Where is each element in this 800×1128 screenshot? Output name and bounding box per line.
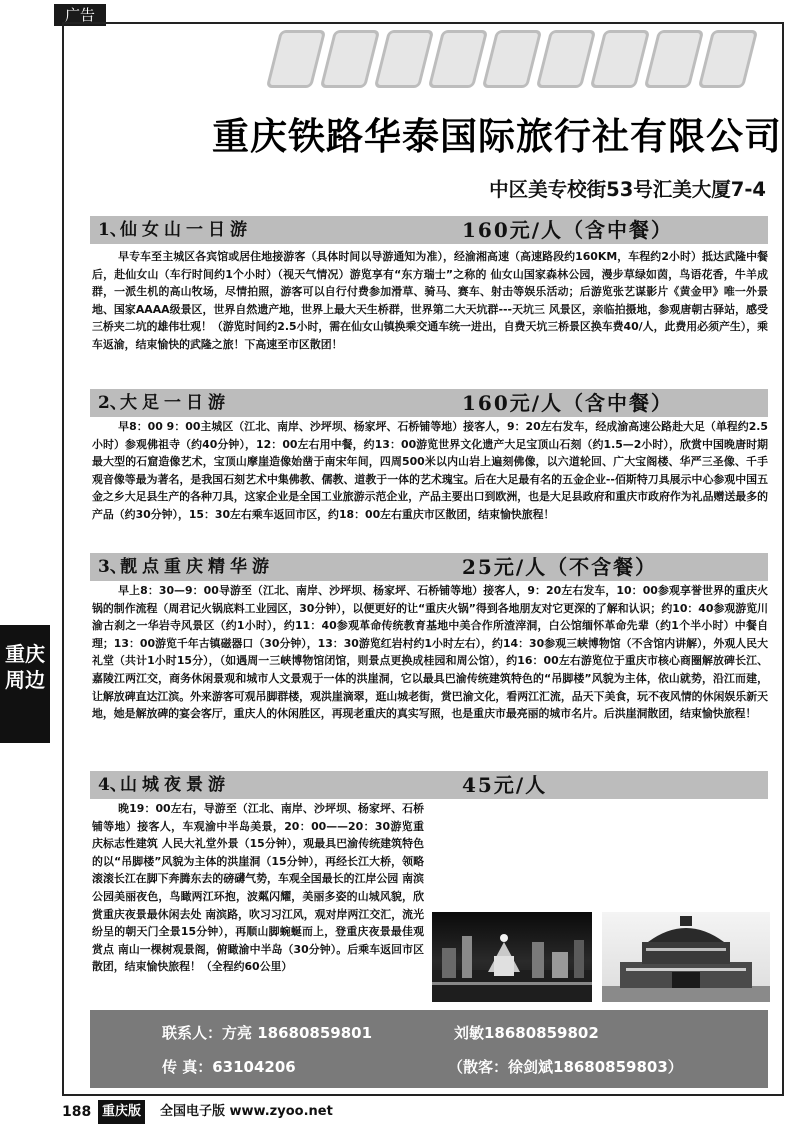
individual-contact: （散客：徐剑斌18680859803） bbox=[448, 1058, 683, 1076]
tour-name: 靓点重庆精华游 bbox=[120, 557, 274, 577]
side-tab-line-2: 周边 bbox=[5, 668, 45, 692]
contact-person-1: 联系人：方亮 18680859801 bbox=[162, 1024, 373, 1042]
page-number: 188 bbox=[62, 1104, 92, 1120]
company-name: 重庆铁路华泰国际旅行社有限公司 bbox=[212, 115, 782, 158]
contact-person-2: 刘敏18680859802 bbox=[454, 1024, 599, 1042]
region-side-tab bbox=[0, 625, 50, 743]
ad-tag: 广告 bbox=[54, 4, 106, 26]
tour-number: 2、 bbox=[98, 393, 127, 413]
great-hall-illustration bbox=[602, 912, 770, 1002]
night-city-illustration bbox=[432, 912, 592, 1002]
tour-price: 160元/人（含中餐） bbox=[462, 218, 674, 242]
tour-description-2: 早8：00 9：00主城区（江北、南岸、沙坪坝、杨家坪、石桥铺等地）接客人，9：20左右发车，经成渝高速公路赴大足（单程约2.5小时）参观佛祖寺（约40分钟），12：00左右用中餐，约13：00游览世界文化遗产大足宝顶山石刻（约1.5—2小时），欣赏中国晚唐时期最大型的石窟造像艺术，宝顶山摩崖造像始凿于南宋年间，四周500米以内山岩上遍刻佛像，以六道轮回、广大宝阁楼、华严三圣像、千手观音像等最为著名，是我国石刻艺术中集佛教、儒教、道教于一体的艺术瑰宝。后在大足最有名的五金企业--佰斯特刀具展示中心参观中国五金之乡大足县生产的各种刀具，这家企业是全国工业旅游示范企业，产品主要出口到欧洲，也是大足县政府和重庆市政府作为礼品赠送最多的产品（约30分钟），15：30左右乘车返回市区，约18：00左右重庆市区散团，结束愉快旅程！ bbox=[92, 420, 768, 521]
tour-price: 160元/人（含中餐） bbox=[462, 391, 674, 415]
tour-header-4 bbox=[90, 771, 768, 799]
decorative-banner bbox=[265, 28, 777, 92]
tour-price: 45元/人 bbox=[462, 773, 548, 797]
edition-label: 重庆版 bbox=[98, 1100, 145, 1124]
contact-panel bbox=[90, 1010, 768, 1088]
company-address: 中区美专校街53号汇美大厦7-4 bbox=[489, 178, 766, 201]
night-view-photo bbox=[432, 912, 592, 1002]
tour-description-1: 早专车至主城区各宾馆或居住地接游客（具体时间以导游通知为准），经渝湘高速（高速路段约160KM，车程约2小时）抵达武隆中餐后，赴仙女山（车行时间约1个小时）（视天气情况）游览享有“东方瑞士”之称的 仙女山国家森林公园，漫步草绿如茵，鸟语花香，牛羊成群，一派生机的高山牧场，尽情拍照，游客可以自行付费参加滑草、骑马、赛车、射击等娱乐活动；后游览张艺谋影片《黄金甲》唯一外景地、国家AAAA级景区，世界自然遗产地，世界上最大天生桥群，世界第二大天坑群---天坑三 风景区，亲临拍摄地，参观唐朝古驿站，感受三桥夹二坑的雄伟壮观！（游览时间约2.5小时，需在仙女山镇换乘交通车统一进出，自费天坑三桥景区换车费40/人，此费用必须产生），乘车返渝，结束愉快的武隆之旅！下高速至市区散团！ bbox=[92, 250, 768, 351]
tour-description-3: 早上8：30—9：00导游至（江北、南岸、沙坪坝、杨家坪、石桥铺等地）接客人，9：20左右发车，10：00参观享誉世界的重庆火锅的制作流程（周君记火锅底料工业园区，30分钟），以便更好的让“重庆火锅”得到各地朋友对它更深的了解和认识；约10：40参观游览川渝古刹之一华岩寺风景区（约1小时），约11：40参观革命传统教育基地中美合作所渣滓洞，白公馆缅怀革命先辈（约1个半小时）中餐自理；13：00游览千年古镇磁器口（30分钟），13：30游览红岩村约1小时左右），约14：30参观三峡博物馆（不含馆内讲解），外观人民大礼堂（共计1小时15分），（如遇周一三峡博物馆闭馆，则景点更换成桂园和周公馆），约16：00左右游览位于重庆市核心商圈解放碑长江、嘉陵江两江交，商务休闲景观和城市人文景观于一体的洪崖洞，它以最具巴渝传统建筑特色的“吊脚楼”风貌为主体，依山就势，沿江而建，让解放碑直达江滨。外来游客可观吊脚群楼，观洪崖滴翠，逛山城老街，赏巴渝文化，看两江汇流，品天下美食，玩不夜风情的休闲娱乐新天地，她是解放碑的宴会客厅，重庆人的休闲胜区，再现老重庆的真实写照，也是重庆市最亮丽的城市名片。后洪崖洞散团，结束愉快旅程！ bbox=[92, 584, 768, 721]
tour-number: 4、 bbox=[98, 775, 127, 795]
great-hall-photo bbox=[602, 912, 770, 1002]
national-edition-link[interactable]: 全国电子版 www.zyoo.net bbox=[160, 1104, 333, 1119]
tour-number: 1、 bbox=[98, 220, 127, 240]
tour-header-3 bbox=[90, 553, 768, 581]
tour-name: 仙女山一日游 bbox=[120, 220, 252, 240]
tour-description-4: 晚19：00左右，导游至（江北、南岸、沙坪坝、杨家坪、石桥铺等地）接客人，车观渝中半岛美景，20：00——20：30游览重庆标志性建筑 人民大礼堂外景（15分钟），观最具巴渝传统建筑特色的以“吊脚楼”风貌为主体的洪崖洞（15分钟），再经长江大桥，领略滚滚长江在脚下奔腾东去的磅礴气势，车观全国最长的江岸公园 南滨公园美丽夜色，鸟瞰两江环抱，波粼闪耀，美丽多姿的山城风貌，欣赏重庆夜景最休闲去处 南滨路，吹习习江风，观对岸两江交汇，流光纷呈的朝天门全景15分钟），再顺山脚蜿蜒而上，登重庆夜景最佳观赏点 南山一棵树观景阁，俯瞰渝中半岛（30分钟）。后乘车返回市区散团，结束愉快旅程！（全程约60公里） bbox=[92, 802, 424, 974]
tour-name: 大足一日游 bbox=[120, 393, 230, 413]
tour-header-2 bbox=[90, 389, 768, 417]
side-tab-line-1: 重庆 bbox=[5, 642, 45, 666]
tour-name: 山城夜景游 bbox=[120, 775, 230, 795]
tour-header-1 bbox=[90, 216, 768, 244]
tour-number: 3、 bbox=[98, 557, 127, 577]
fax-number: 传 真：63104206 bbox=[162, 1058, 296, 1076]
tour-price: 25元/人（不含餐） bbox=[462, 555, 658, 579]
